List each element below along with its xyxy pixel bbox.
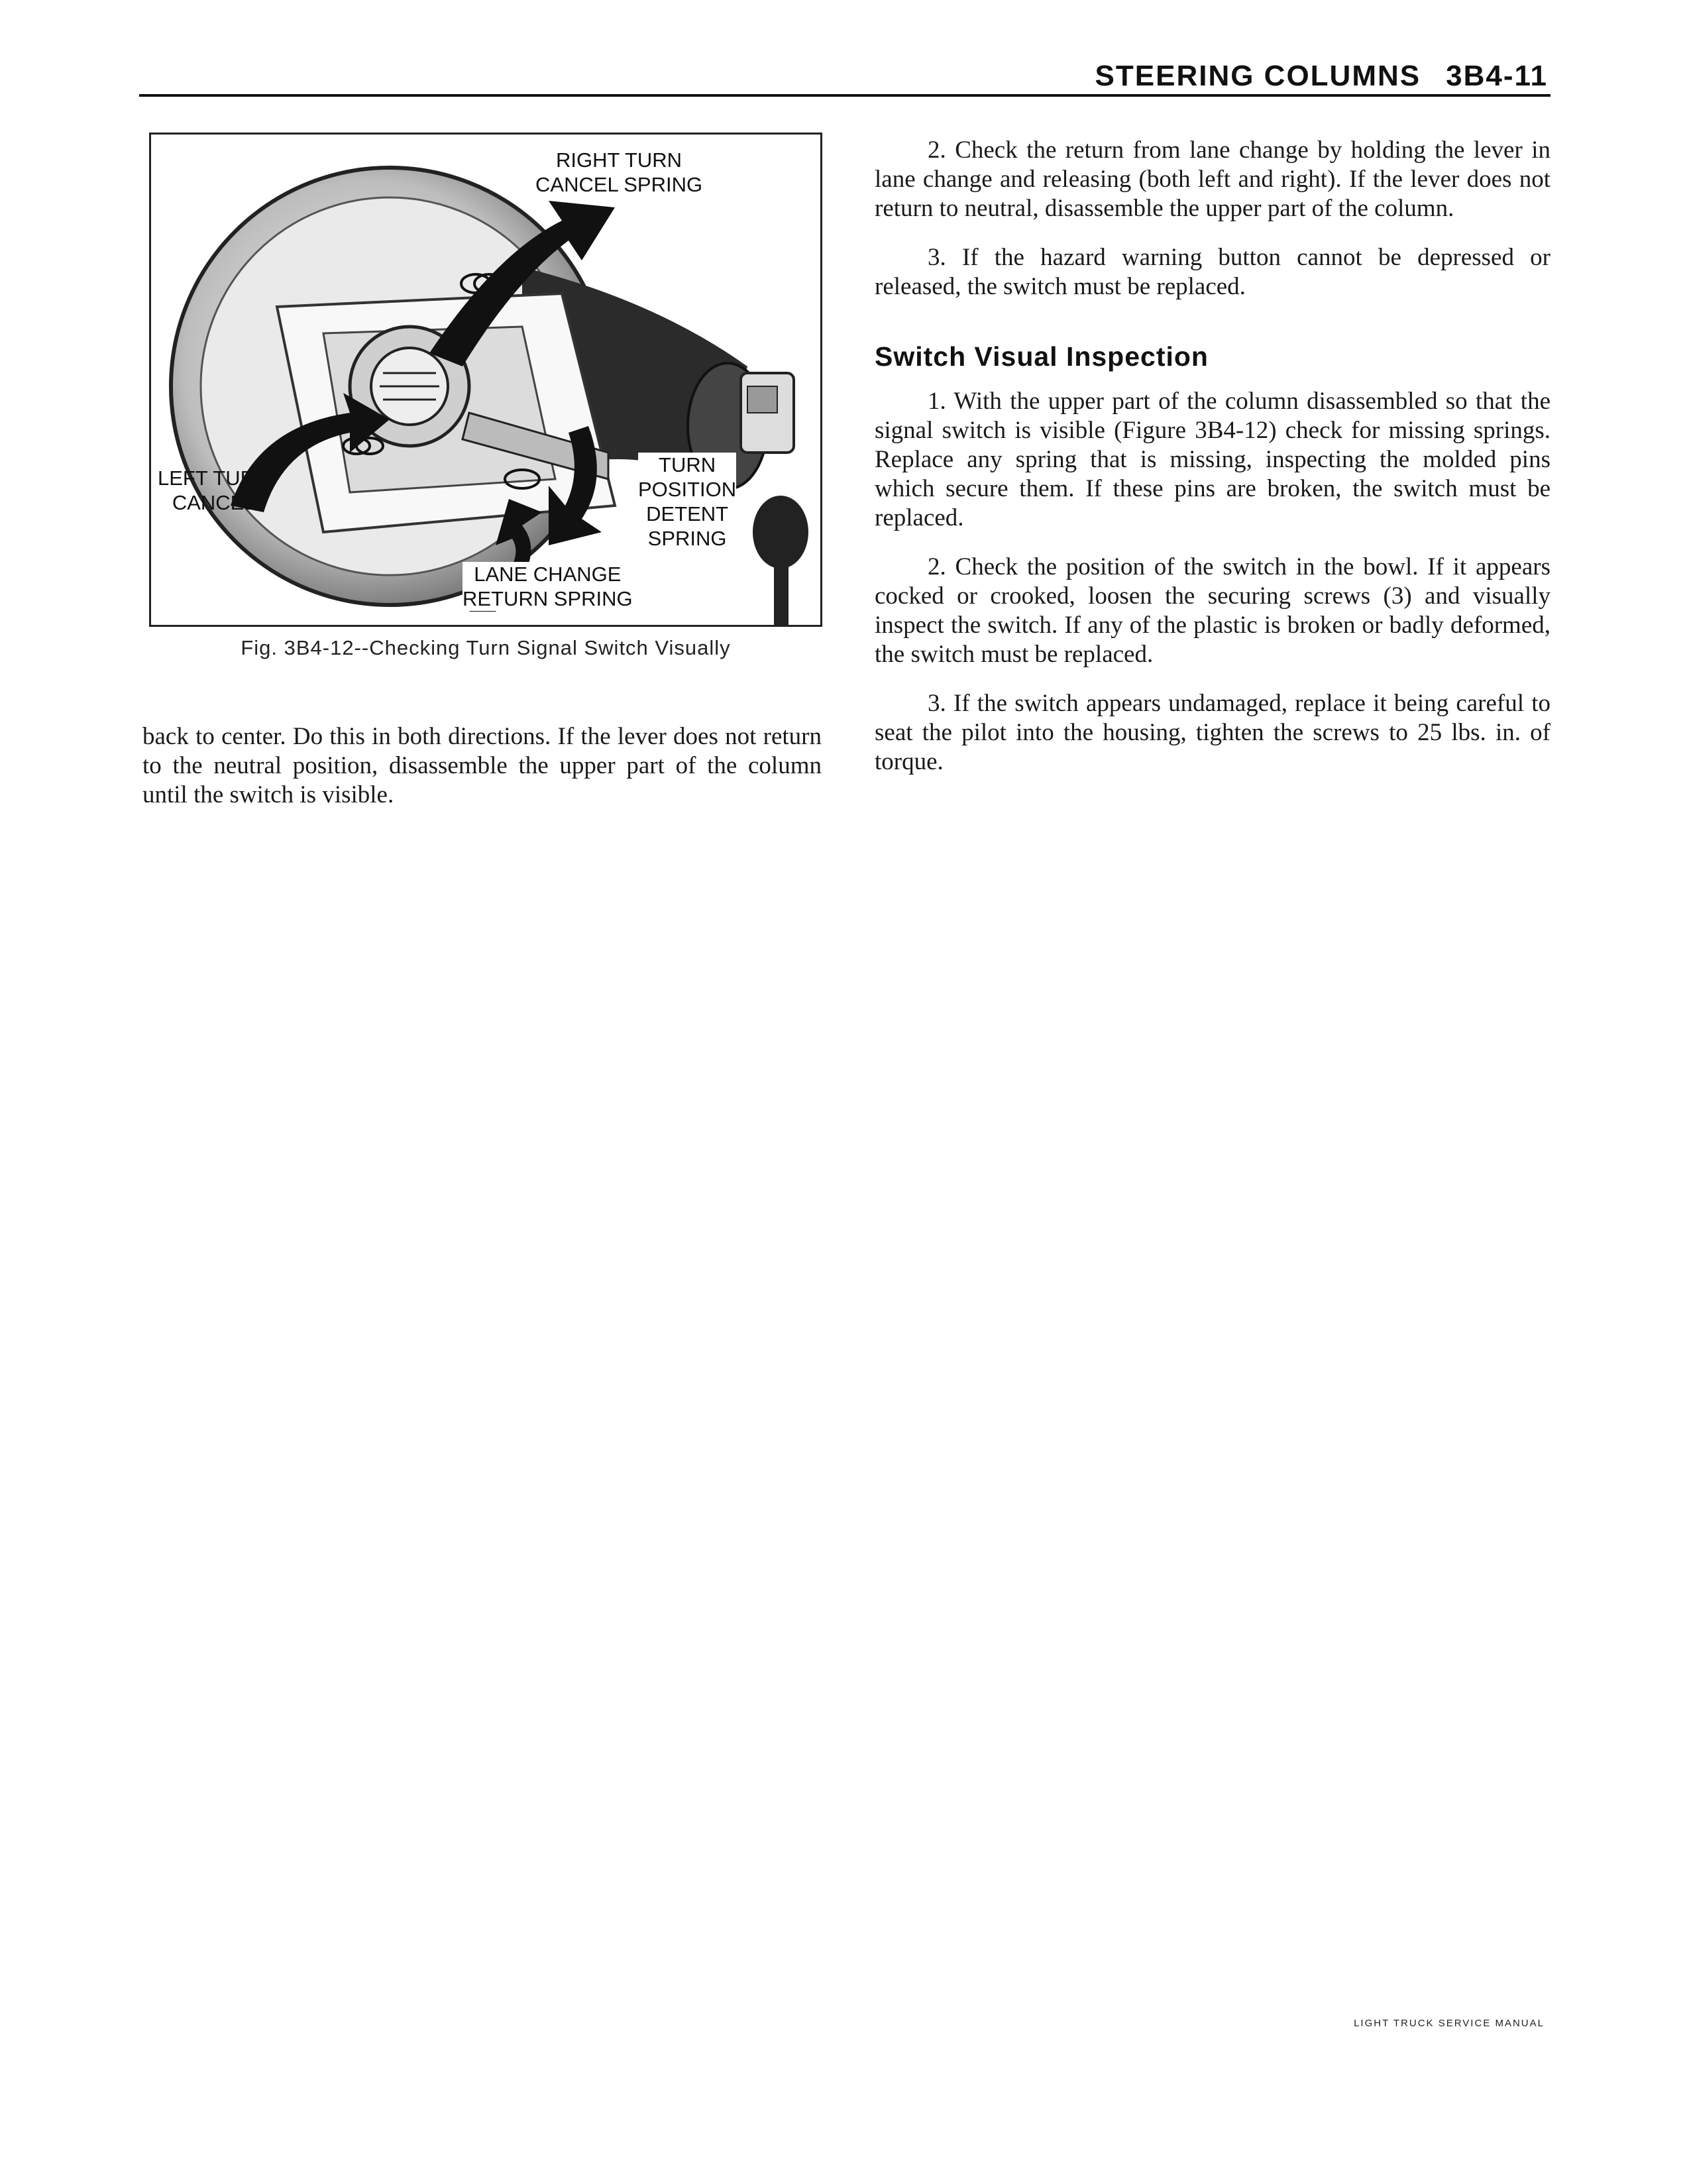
label-line: DETENT <box>646 502 729 525</box>
figure-caption: Fig. 3B4-12--Checking Turn Signal Switch Visually <box>241 636 731 659</box>
label-line: POSITION <box>638 478 737 501</box>
label-line: LEFT TURN <box>158 466 270 490</box>
header-title <box>1095 60 1548 93</box>
paragraph-check-lane-change: 2. Check the return from lane change by holding the lever in lane change and releasing (both left and right). If the lever does not return to neutral, disassemble the upper part of the column. <box>875 136 1551 222</box>
label-lane-change-return-spring <box>463 562 633 611</box>
left-column <box>142 722 822 810</box>
label-line: RIGHT TURN <box>556 148 682 172</box>
paragraph-missing-springs: 1. With the upper part of the column disassembled so that the signal switch is visible (Figure 3B4-12) check for missing springs. Replace any spring that is missing, inspecting the molded pins which secure them. If these pins are broken, the switch must be replaced. <box>875 388 1551 531</box>
label-line: SPRING <box>647 527 727 550</box>
figure-turn-signal-switch <box>149 133 822 627</box>
label-line: LANE CHANGE <box>474 563 622 586</box>
paragraph-switch-position: 2. Check the position of the switch in the bowl. If it appears cocked or crooked, loosen the securing screws (3) and visually inspect the switch. If any of the plastic is broken or badly deformed, the switch must be replaced. <box>875 553 1551 668</box>
label-turn-position-detent-spring <box>638 453 736 551</box>
label-line: RETURN SPRING <box>463 587 633 610</box>
left-paragraph: back to center. Do this in both directions. If the lever does not return to the neutral position, disassemble the upper part of the column until the switch is visible. <box>142 723 822 808</box>
paragraph-replace-switch: 3. If the switch appears undamaged, replace it being careful to seat the pilot into the housing, tighten the screws to 25 lbs. in. of torque. <box>875 690 1551 775</box>
label-right-turn-cancel-spring <box>535 148 702 197</box>
steering-column-illustration <box>151 135 820 625</box>
section-heading: Switch Visual Inspection <box>875 341 1209 372</box>
paragraph-hazard-button: 3. If the hazard warning button cannot be depressed or released, the switch must be replaced. <box>875 244 1551 300</box>
right-column <box>875 136 1551 796</box>
label-line: CANCEL <box>172 491 256 514</box>
page-number: 3B4-11 <box>1446 60 1548 92</box>
label-line: CANCEL SPRING <box>535 173 703 196</box>
section-title: STEERING COLUMNS <box>1095 60 1421 92</box>
footer-manual-title: LIGHT TRUCK SERVICE MANUAL <box>1354 2018 1545 2029</box>
label-line: TURN <box>659 453 716 476</box>
label-left-turn-cancel <box>158 466 270 515</box>
page-header <box>139 60 1551 97</box>
